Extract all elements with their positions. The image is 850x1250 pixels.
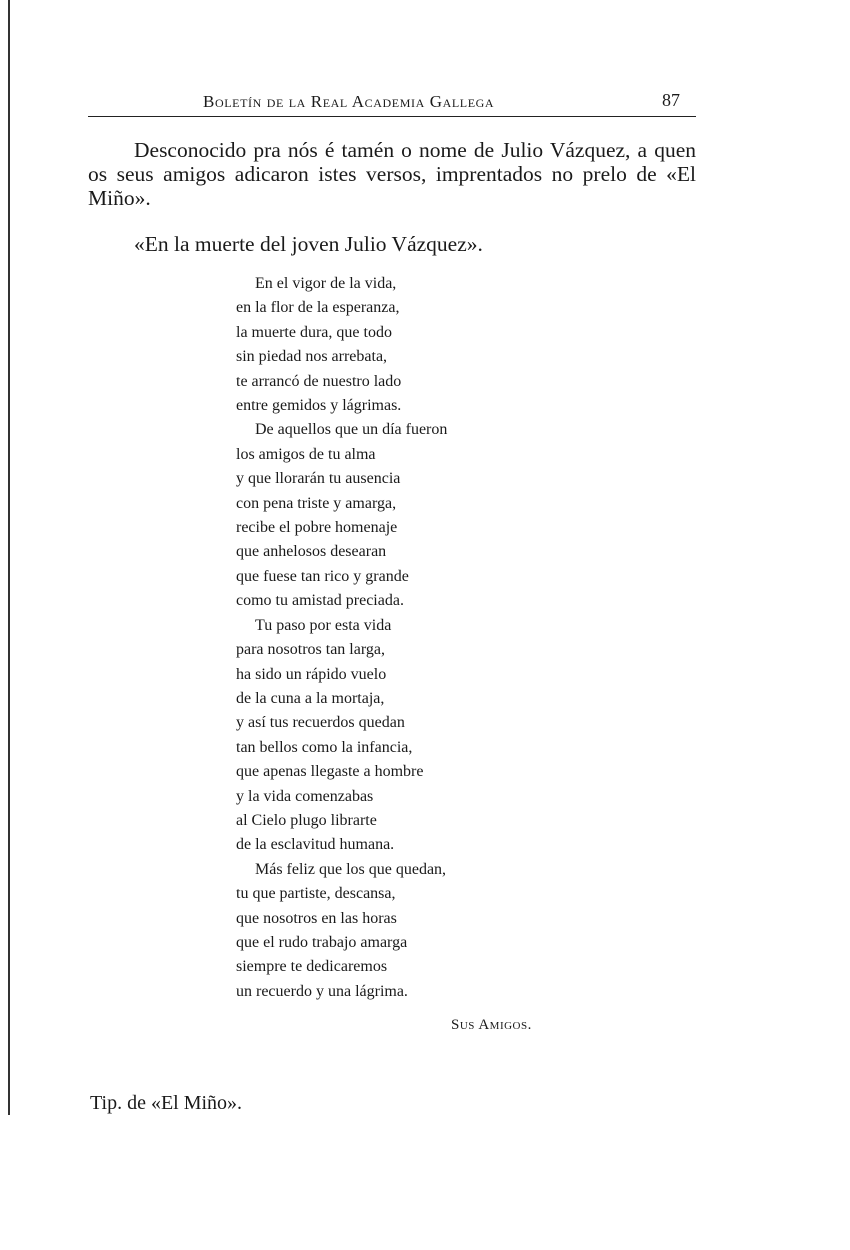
poem-line: con pena triste y amarga, bbox=[236, 494, 397, 512]
poem-line: que nosotros en las horas bbox=[236, 909, 397, 927]
colophon: Tip. de «El Miño». bbox=[90, 1092, 243, 1114]
poem-line: para nosotros tan larga, bbox=[236, 641, 385, 659]
poem-line: de la cuna a la mortaja, bbox=[236, 689, 385, 707]
poem bbox=[236, 272, 447, 1004]
poem-line: entre gemidos y lágrimas. bbox=[236, 397, 402, 415]
poem-line: En el vigor de la vida, bbox=[255, 275, 397, 292]
poem-line: de la esclavitud humana. bbox=[236, 836, 395, 854]
poem-line: recibe el pobre homenaje bbox=[236, 519, 398, 537]
poem-line: tu que partiste, descansa, bbox=[236, 885, 396, 903]
poem-line: Más feliz que los que quedan, bbox=[255, 860, 447, 878]
running-title: Boletín de la Real Academia Gallega bbox=[203, 92, 495, 111]
poem-line: y la vida comenzabas bbox=[236, 787, 374, 805]
intro-paragraph: Desconocido pra nós é tamén o nome de Julio Vázquez, a quen os seus amigos adicaron istes versos, imprentados no prelo de «El Miño». bbox=[88, 138, 696, 210]
poem-line: ha sido un rápido vuelo bbox=[236, 665, 387, 683]
poem-line: siempre te dedicaremos bbox=[236, 958, 388, 976]
poem-line: que anhelosos desearan bbox=[236, 543, 387, 561]
poem-signature: Sus Amigos. bbox=[451, 1017, 532, 1033]
poem-line: que apenas llegaste a hombre bbox=[236, 763, 424, 781]
poem-line: te arrancó de nuestro lado bbox=[236, 372, 402, 390]
poem-line: un recuerdo y una lágrima. bbox=[236, 982, 408, 1000]
poem-line: que el rudo trabajo amarga bbox=[236, 933, 408, 951]
poem-line: como tu amistad preciada. bbox=[236, 592, 404, 610]
poem-line: al Cielo plugo librarte bbox=[236, 811, 377, 829]
poem-line: tan bellos como la infancia, bbox=[236, 738, 413, 756]
poem-line: Tu paso por esta vida bbox=[255, 616, 392, 634]
page-number: 87 bbox=[662, 90, 680, 110]
poem-heading: «En la muerte del joven Julio Vázquez». bbox=[134, 232, 483, 256]
poem-line: que fuese tan rico y grande bbox=[236, 567, 409, 585]
poem-line: la muerte dura, que todo bbox=[236, 323, 392, 341]
page-edge bbox=[8, 0, 10, 1115]
poem-line: en la flor de la esperanza, bbox=[236, 299, 400, 317]
poem-line: los amigos de tu alma bbox=[236, 445, 376, 463]
poem-line: y así tus recuerdos quedan bbox=[236, 714, 405, 732]
page-header bbox=[88, 88, 696, 117]
poem-line: sin piedad nos arrebata, bbox=[236, 348, 388, 366]
poem-line: y que llorarán tu ausencia bbox=[236, 470, 401, 488]
poem-line: De aquellos que un día fueron bbox=[255, 421, 448, 439]
